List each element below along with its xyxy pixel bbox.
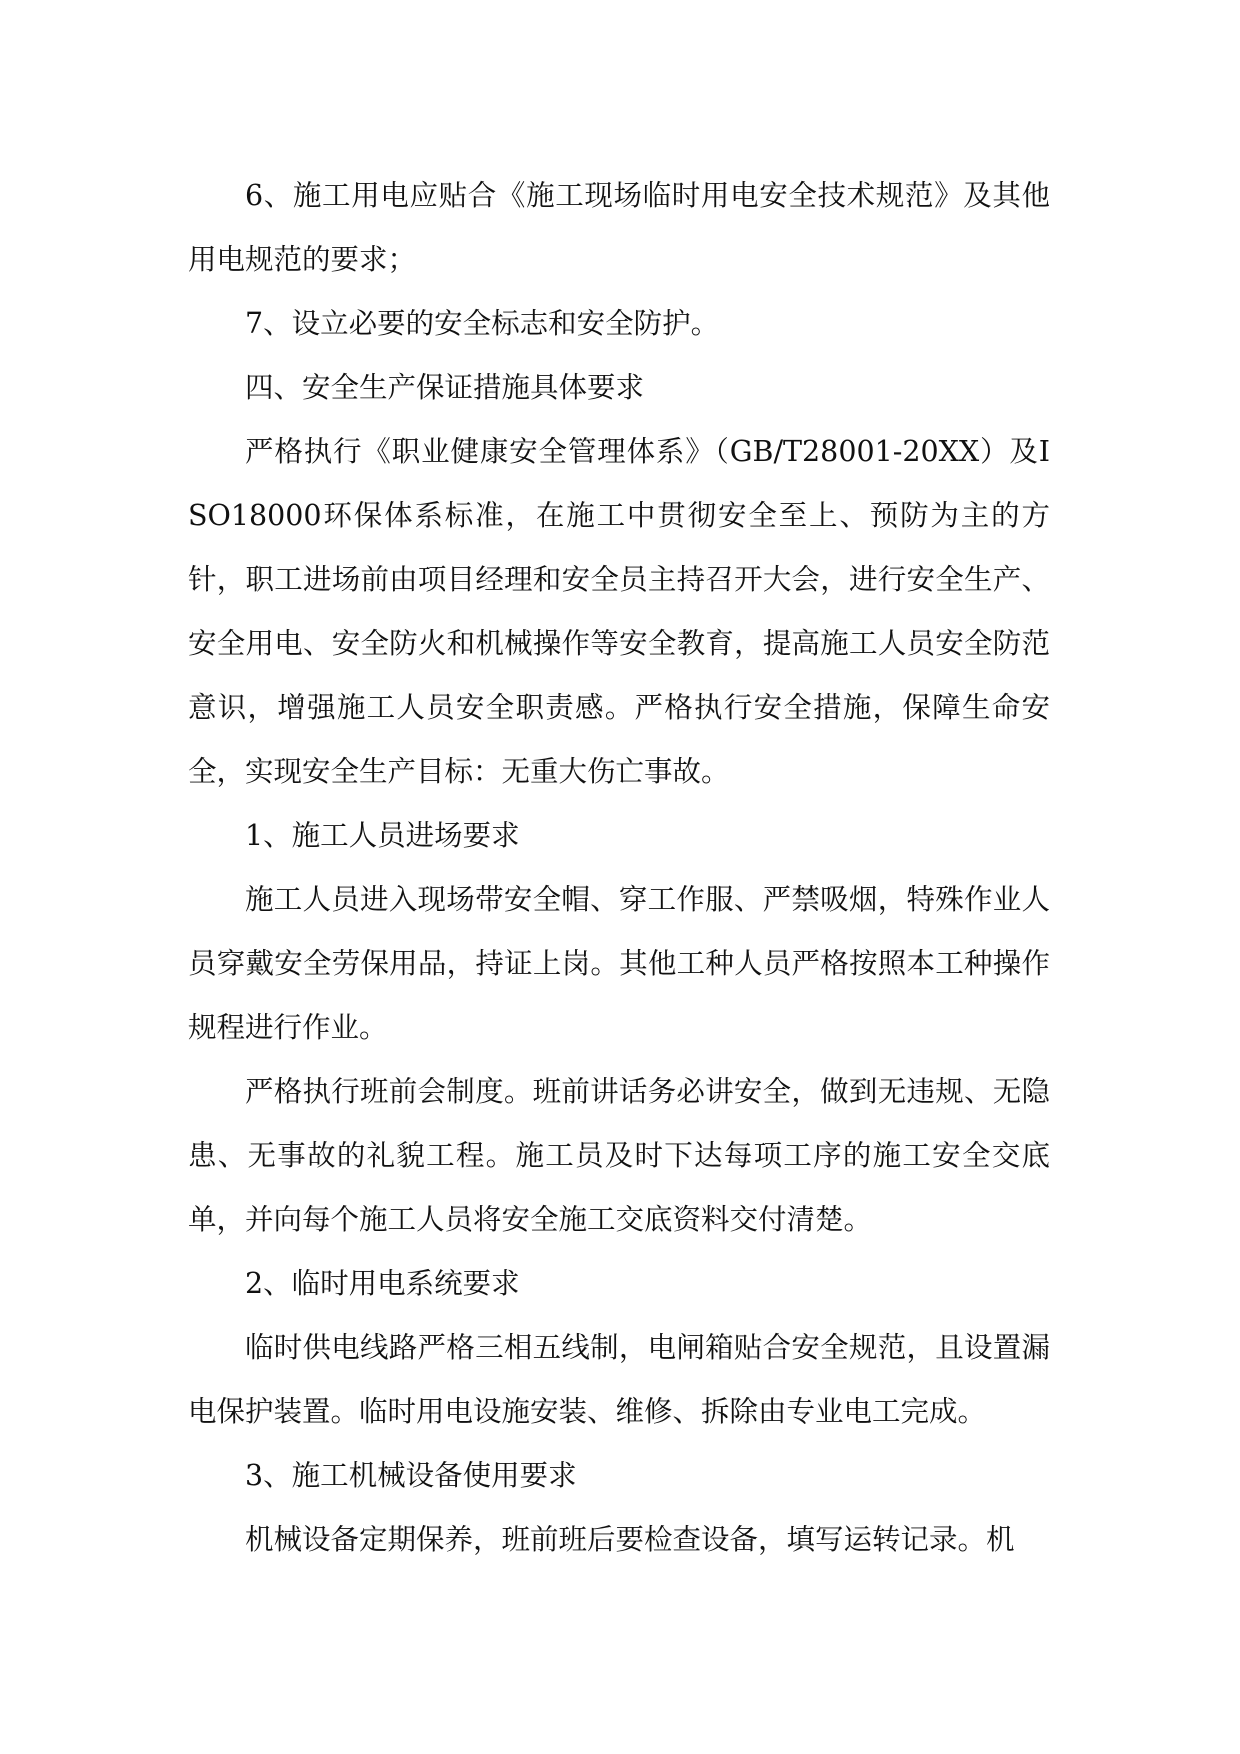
document-body (188, 164, 1050, 1572)
paragraph-pre-shift-meeting: 严格执行班前会制度。班前讲话务必讲安全，做到无违规、无隐患、无事故的礼貌工程。施工员及时下达每项工序的施工安全交底单，并向每个施工人员将安全施工交底资料交付清楚。 (188, 1075, 1050, 1236)
section-heading-safety-measures: 四、安全生产保证措施具体要求 (245, 371, 645, 404)
paragraph-machinery-maintenance: 机械设备定期保养，班前班后要检查设备，填写运转记录。机 (245, 1523, 1015, 1556)
subheading-temporary-power: 2、临时用电系统要求 (245, 1267, 520, 1300)
subheading-personnel-entry: 1、施工人员进场要求 (245, 819, 520, 852)
paragraph-electric-spec: 6、施工用电应贴合《施工现场临时用电安全技术规范》及其他用电规范的要求； (188, 179, 1050, 276)
paragraph-power-lines: 临时供电线路严格三相五线制，电闸箱贴合安全规范，且设置漏电保护装置。临时用电设施安装、维修、拆除由专业电工完成。 (188, 1331, 1050, 1428)
subheading-machinery: 3、施工机械设备使用要求 (245, 1459, 577, 1492)
paragraph-management-system: 严格执行《职业健康安全管理体系》（GB/T28001-20XX）及ISO18000环保体系标准，在施工中贯彻安全至上、预防为主的方针，职工进场前由项目经理和安全员主持召开大会，进行安全生产、安全用电、安全防火和机械操作等安全教育，提高施工人员安全防范意识，增强施工人员安全职责感。严格执行安全措施，保障生命安全，实现安全生产目标：无重大伤亡事故。 (188, 435, 1050, 788)
paragraph-personnel-gear: 施工人员进入现场带安全帽、穿工作服、严禁吸烟，特殊作业人员穿戴安全劳保用品，持证上岗。其他工种人员严格按照本工种操作规程进行作业。 (188, 883, 1050, 1044)
paragraph-safety-signs: 7、设立必要的安全标志和安全防护。 (245, 307, 720, 340)
